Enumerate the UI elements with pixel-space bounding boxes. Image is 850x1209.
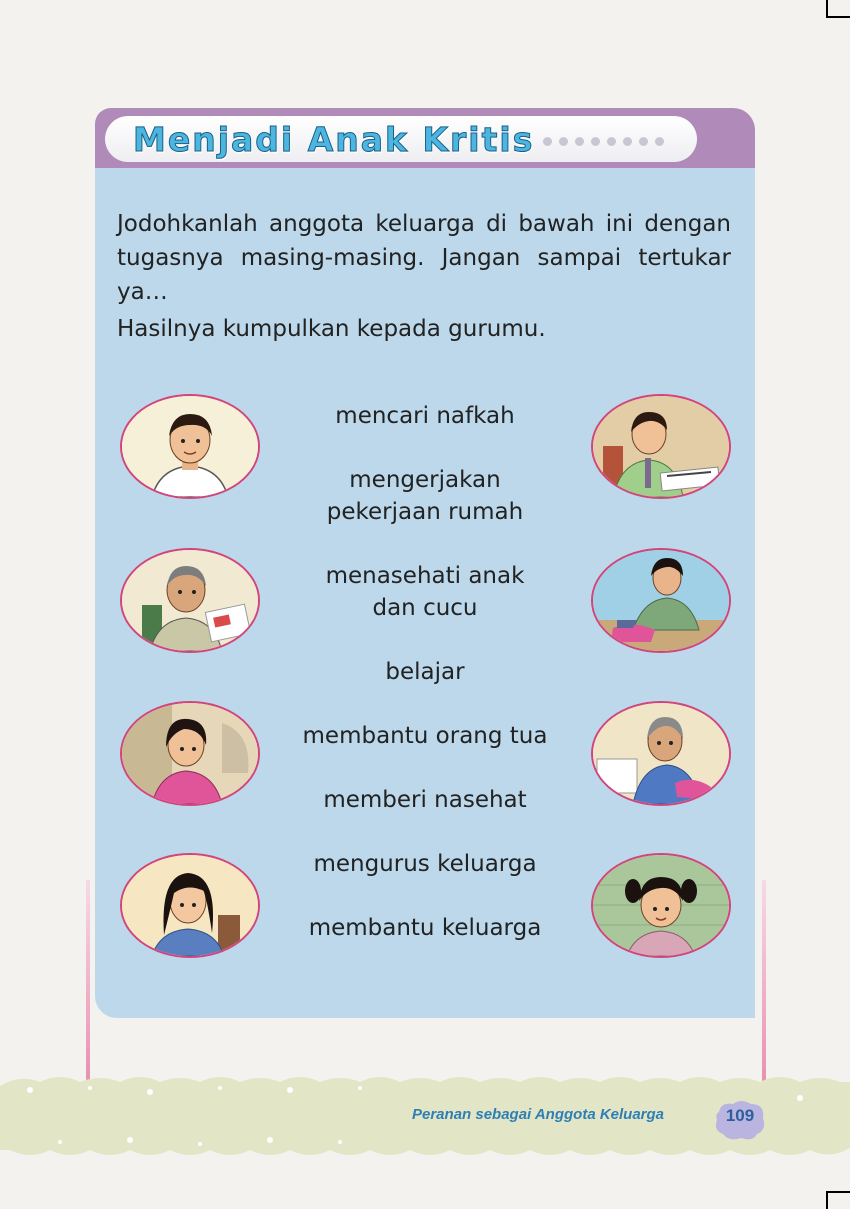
task-item: membantu keluarga	[308, 915, 542, 941]
task-item: memberi nasehat	[323, 787, 527, 813]
task-item: membantu orang tua	[302, 723, 548, 749]
decorative-dots	[543, 137, 664, 146]
grandfather-reading-icon	[120, 548, 260, 653]
task-item: menasehati anak dan cucu	[325, 563, 525, 621]
mother-ironing-icon	[591, 548, 731, 653]
little-girl-icon	[591, 853, 731, 958]
crop-mark-bottom-right	[826, 1191, 850, 1209]
instruction-text: Jodohkanlah anggota keluarga di bawah ini dengan tugasnya masing-masing. Jangan sampai tertukar ya…	[117, 211, 731, 305]
crop-mark-top-right	[826, 0, 850, 18]
decorative-pink-line-left	[86, 880, 90, 1085]
section-header	[95, 108, 755, 168]
task-item: mengurus keluarga	[313, 851, 537, 877]
page-number: 109	[725, 1106, 755, 1125]
instruction-submit-text: Hasilnya kumpulkan kepada gurumu.	[117, 316, 546, 342]
grandmother-knitting-icon	[591, 701, 731, 806]
father-working-icon	[591, 394, 731, 499]
boy-white-shirt-icon	[120, 394, 260, 499]
task-item: belajar	[385, 659, 465, 685]
title-banner	[105, 116, 697, 162]
section-title: Menjadi Anak Kritis	[133, 120, 535, 159]
girl-studying-icon	[120, 701, 260, 806]
task-item: mencari nafkah	[335, 403, 515, 429]
decorative-pink-line-right	[762, 880, 766, 1085]
page-number-badge	[713, 1100, 767, 1142]
instructions	[117, 207, 731, 346]
teen-girl-icon	[120, 853, 260, 958]
task-item: mengerjakan pekerjaan rumah	[326, 467, 524, 525]
chapter-title: Peranan sebagai Anggota Keluarga	[412, 1106, 665, 1123]
